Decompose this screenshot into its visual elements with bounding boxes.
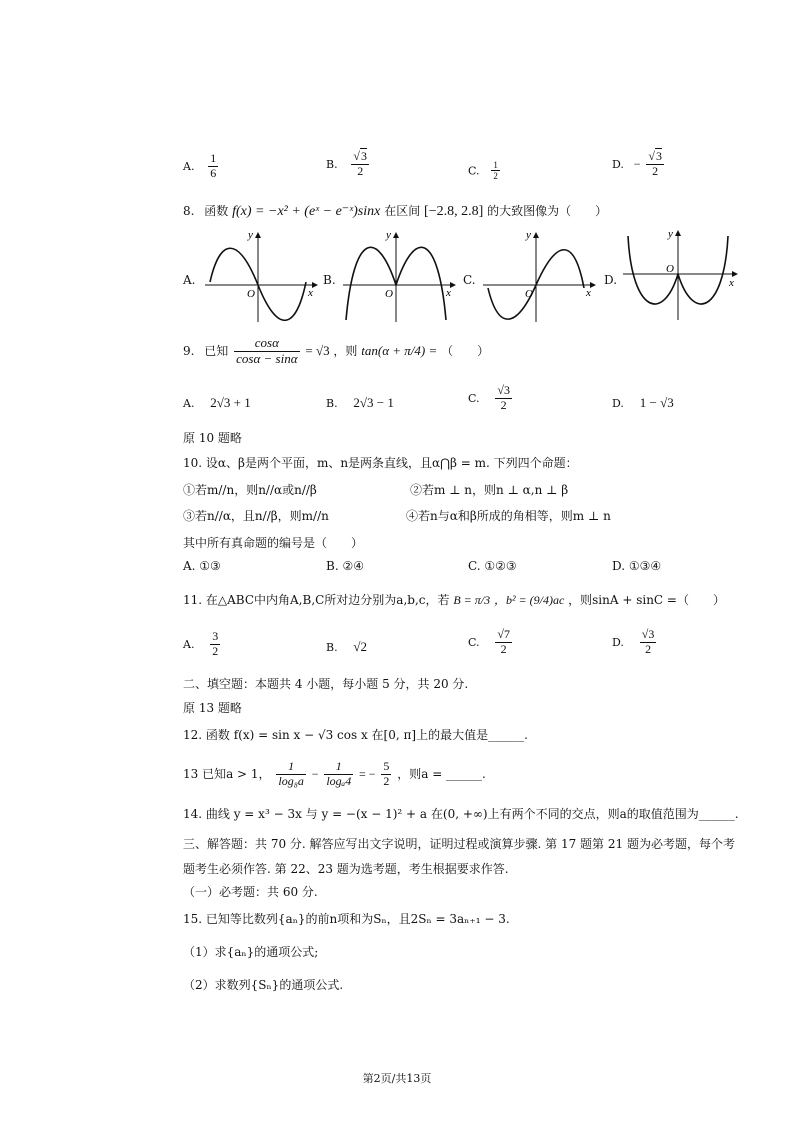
axis-x-label: x (446, 287, 451, 299)
q9-stem: 9. 已知 $\frac{\cos\alpha}{\cos\alpha - \sin\alpha}$ = √3 ，则 tan(α + π/4) = （ ） (183, 335, 490, 366)
q8-stem: 8. 函数 f(x) = −x² + (eˣ − e⁻ˣ)sinx 在区间 [−2.8, 2.8] 的大致图像为（ ） (183, 204, 608, 219)
q9-option-c: C. $\frac{√3}{2}$ (468, 383, 510, 412)
q10-option-d: D. ①③④ (612, 559, 662, 573)
section-2-heading: 二、填空题：本题共 4 小题，每小题 5 分，共 20 分. (183, 677, 469, 691)
q12-stem: 12. 函数 f(x) = sin x − √3 cos x 在[0, π]上的最大值是______. (183, 728, 528, 742)
q8-graph-c (478, 230, 598, 325)
q7-option-a-label: A. (183, 159, 195, 173)
q10-prop-3: ③若n//α，且n//β，则m//n (183, 509, 329, 523)
q10-stem: 10. 设α、β是两个平面，m、n是两条直线，且α⋂β = m. 下列四个命题： (183, 456, 578, 470)
axis-y-label: y (668, 228, 673, 240)
q15-part-2: （2）求数列{Sₙ}的通项公式. (183, 978, 344, 992)
axis-x-label: x (308, 287, 313, 299)
note-q13: 原 13 题略 (183, 701, 242, 715)
q7-option-d: D. − $\frac{√3}{2}$ (612, 149, 662, 178)
axis-x-label: x (586, 287, 591, 299)
q9-option-a: A. 2√3 + 1 (183, 395, 251, 410)
q11-option-c: C. $\frac{√7}{2}$ (468, 627, 510, 656)
section-3-heading-line1: 三、解答题：共 70 分. 解答应写出文字说明，证明过程或演算步骤. 第 17 题第 21 题为必考题，每个考 (183, 837, 735, 851)
q9-option-b: B. 2√3 − 1 (326, 395, 394, 410)
q11-option-a: A. $\frac{3}{2}$ (183, 629, 219, 658)
section-3-heading-line2: 题考生必须作答. 第 22、23 题为选考题，考生根据要求作答. (183, 862, 509, 876)
q7-option-a: A. $\frac{1}{6}$ (183, 151, 217, 180)
q8-graph-a-label: A. (183, 273, 196, 287)
subsection-required: （一）必考题：共 60 分. (183, 885, 318, 899)
q7-option-c: C. $\frac{1}{2}$ (468, 160, 498, 182)
origin-label: O (247, 288, 255, 300)
q7-option-b: B. $\frac{√3}{2}$ (326, 149, 368, 178)
q11-option-d: D. $\frac{√3}{2}$ (612, 627, 655, 656)
q8-graph-b (338, 230, 458, 325)
axis-x-label: x (729, 277, 734, 289)
q10-prop-4: ④若n与α和β所成的角相等，则m ⊥ n (406, 509, 611, 523)
q9-option-d: D. 1 − √3 (612, 395, 674, 410)
origin-label: O (666, 263, 674, 275)
axis-y-label: y (526, 230, 531, 241)
q15-part-1: （1）求{aₙ}的通项公式; (183, 945, 319, 959)
q8-graph-d-label: D. (604, 273, 618, 287)
q11-option-b: B. √2 (326, 639, 368, 654)
page-footer: 第2页/共13页 (362, 1072, 432, 1085)
axis-y-label: y (386, 230, 391, 241)
origin-label: O (525, 288, 533, 300)
q10-prop-1: ①若m//n，则n//α或n//β (183, 483, 317, 497)
q13-stem: 13 已知a > 1， $\frac{1}{\text{log₈a}}$ − $\frac{1}{\text{logₐ4}}$ = − $\frac{5}{2}$ ，则a = ______. (183, 759, 486, 788)
q10-prop-2: ②若m ⊥ n，则n ⊥ α,n ⊥ β (410, 483, 569, 497)
q10-option-c: C. ①②③ (468, 559, 517, 573)
q11-stem: 11. 在△ABC中内角A,B,C所对边分别为a,b,c，若 B = π/3 ，b² = (9/4)ac ，则sinA + sinC =（ ） (183, 593, 725, 607)
q8-graph-c-label: C. (463, 273, 476, 287)
origin-label: O (385, 288, 393, 300)
note-q10: 原 10 题略 (183, 431, 242, 445)
q8-graph-a (200, 230, 320, 325)
q10-ask: 其中所有真命题的编号是（ ） (183, 536, 364, 550)
q10-option-a: A. ①③ (183, 559, 221, 573)
axis-y-label: y (248, 230, 253, 241)
q8-graph-b-label: B. (323, 273, 336, 287)
q15-stem: 15. 已知等比数列{aₙ}的前n项和为Sₙ，且2Sₙ = 3aₙ₊₁ − 3. (183, 912, 510, 926)
q8-graph-d (618, 228, 740, 323)
q10-option-b: B. ②④ (326, 559, 364, 573)
q14-stem: 14. 曲线 y = x³ − 3x 与 y = −(x − 1)² + a 在(0, +∞)上有两个不同的交点，则a的取值范围为______. (183, 807, 739, 821)
